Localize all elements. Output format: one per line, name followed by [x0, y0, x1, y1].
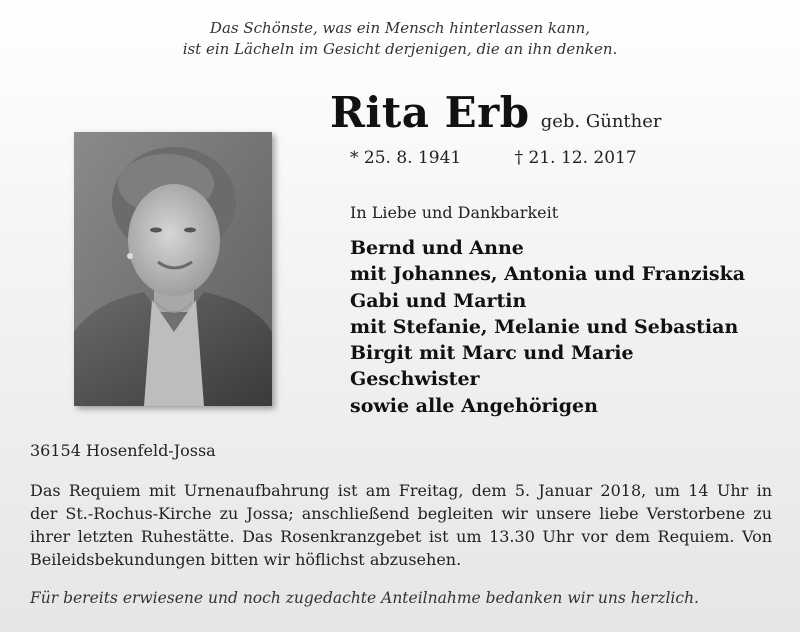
- closing-line: Für bereits erwiesene und noch zugedachte Anteilnahme bedanken wir uns herzlich.: [30, 589, 699, 607]
- mourner-line: mit Stefanie, Melanie und Sebastian: [350, 315, 739, 338]
- death-date: † 21. 12. 2017: [514, 148, 637, 168]
- mourner-line: Birgit mit Marc und Marie: [350, 342, 634, 365]
- deceased-name-block: [330, 88, 662, 137]
- requiem-line: der St.-Rochus-Kirche zu Jossa; anschließend begleiten wir unsere liebe Verstorbene zu: [30, 504, 772, 523]
- requiem-line: Das Requiem mit Urnenaufbahrung ist am Freitag, dem 5. Januar 2018, um 14 Uhr in: [30, 481, 772, 500]
- mourner-line: mit Johannes, Antonia und Franziska: [350, 263, 746, 286]
- place-line: 36154 Hosenfeld-Jossa: [30, 441, 216, 460]
- quote-line-2: ist ein Lächeln im Gesicht derjenigen, die an ihn denken.: [182, 40, 618, 58]
- mourner-line: sowie alle Angehörigen: [350, 394, 598, 417]
- portrait-photo: [74, 132, 272, 406]
- birth-date: * 25. 8. 1941: [350, 148, 462, 168]
- requiem-line: ihrer letzten Ruhestätte. Das Rosenkranzgebet ist um 13.30 Uhr vor dem Requiem. Von: [30, 527, 772, 546]
- quote-line-1: Das Schönste, was ein Mensch hinterlassen kann,: [209, 19, 591, 37]
- memorial-quote: [0, 18, 800, 60]
- deceased-name: Rita Erb: [330, 88, 530, 137]
- mourners-list: [350, 235, 745, 419]
- mourner-line: Gabi und Martin: [350, 289, 527, 312]
- requiem-line: Beileidsbekundungen bitten wir höflichst abzusehen.: [30, 550, 462, 569]
- mourner-line: Bernd und Anne: [350, 237, 524, 259]
- life-dates: [350, 148, 637, 168]
- requiem-notice: [30, 479, 772, 571]
- portrait-photo-icon: [74, 132, 272, 406]
- thanks-line: In Liebe und Dankbarkeit: [350, 203, 559, 222]
- maiden-name: geb. Günther: [540, 111, 662, 132]
- mourner-line: Geschwister: [350, 368, 480, 391]
